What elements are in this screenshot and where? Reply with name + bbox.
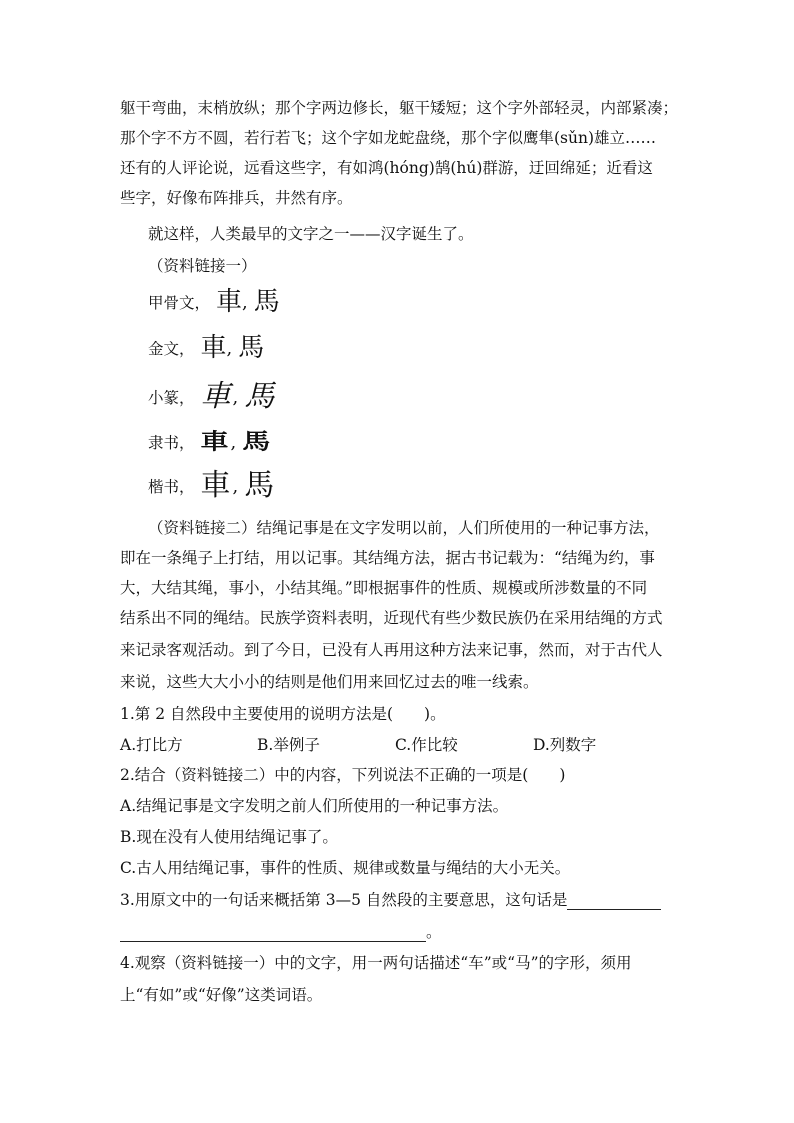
- question-3-line-2: [120, 922, 680, 942]
- bronze-ma-glyph: 馬: [238, 333, 263, 363]
- script-row-clerical: 隶书， 車 , 馬: [148, 428, 271, 455]
- question-3-stem: 3.用原文中的一句话来概括第 3—5 自然段的主要意思，这句话是: [120, 891, 568, 909]
- paragraph-line: 些字，好像布阵排兵，井然有序。: [120, 189, 353, 207]
- paragraph-line: 躯干弯曲，末梢放纵；那个字两边修长，躯干矮短；这个字外部轻灵，内部紧凑；: [120, 99, 679, 117]
- seal-che-glyph: 車: [200, 379, 231, 414]
- script-row-oracle: 甲骨文， 車 , 馬: [148, 287, 278, 317]
- paragraph-line: 那个字不方不圆，若行若飞；这个字如龙蛇盘绕，那个字似鹰隼(sǔn)雄立……: [120, 129, 657, 147]
- oracle-che-glyph: 車: [216, 287, 241, 317]
- regular-ma-glyph: 馬: [244, 468, 275, 503]
- link2-line: 来说，这些大大小小的结则是他们用来回忆过去的唯一线索。: [120, 673, 539, 691]
- question-4-line: 4.观察（资料链接一）中的文字，用一两句话描述“车”或“马”的字形，须用: [120, 954, 632, 972]
- bronze-che-glyph: 車: [200, 333, 225, 363]
- q2-option-c[interactable]: C.古人用结绳记事，事件的性质、规律或数量与绳结的大小无关。: [120, 859, 571, 877]
- question-3-line: [120, 890, 680, 910]
- paragraph-line: 还有的人评论说，远看这些字，有如鸿(hóng)鹄(hú)群游，迂回绵延；近看这: [120, 159, 653, 177]
- clerical-ma-glyph: 馬: [242, 428, 271, 455]
- script-label: 楷书，: [148, 478, 195, 496]
- script-label: 金文，: [148, 340, 195, 358]
- conclusion-line: 就这样，人类最早的文字之一——汉字诞生了。: [148, 225, 474, 243]
- answer-blank[interactable]: [120, 925, 426, 942]
- question-3-end: 。: [426, 923, 442, 941]
- link2-line: 来记录客观活动。到了今日，已没有人再用这种方法来记事，然而，对于古代人: [120, 641, 663, 659]
- link2-line: （资料链接二）结绳记事是在文字发明以前，人们所使用的一种记事方法，: [148, 519, 660, 537]
- seal-ma-glyph: 馬: [244, 379, 275, 414]
- answer-blank[interactable]: [567, 893, 661, 910]
- regular-che-glyph: 車: [200, 468, 231, 503]
- question-4-line: 上“有如”或“好像”这类词语。: [120, 986, 323, 1004]
- script-label: 甲骨文，: [148, 294, 211, 312]
- link2-line: 大，大结其绳，事小，小结其绳。”即根据事件的性质、规模或所涉数量的不同: [120, 579, 648, 597]
- q1-option-b[interactable]: B.举例子: [257, 736, 320, 754]
- question-2-stem: 2.结合（资料链接二）中的内容，下列说法不正确的一项是( ): [120, 766, 566, 784]
- script-row-seal: 小篆， 車 , 馬: [148, 379, 275, 414]
- link2-line: 结系出不同的绳结。民族学资料表明，近现代有些少数民族仍在采用结绳的方式: [120, 609, 663, 627]
- script-label: 隶书，: [148, 434, 195, 452]
- q1-option-a[interactable]: A.打比方: [120, 736, 183, 754]
- q2-option-b[interactable]: B.现在没有人使用结绳记事了。: [120, 828, 338, 846]
- script-label: 小篆，: [148, 389, 195, 407]
- q1-option-d[interactable]: D.列数字: [533, 736, 597, 754]
- script-row-regular: 楷书， 車 , 馬: [148, 468, 275, 503]
- q2-option-a[interactable]: A.结绳记事是文字发明之前人们所使用的一种记事方法。: [120, 797, 509, 815]
- q1-option-c[interactable]: C.作比较: [395, 736, 458, 754]
- link1-title: （资料链接一）: [148, 257, 257, 275]
- question-1-stem: 1.第 2 自然段中主要使用的说明方法是( )。: [120, 705, 446, 723]
- script-row-bronze: 金文， 車 , 馬: [148, 333, 263, 363]
- oracle-ma-glyph: 馬: [253, 287, 278, 317]
- link2-line: 即在一条绳子上打结，用以记事。其结绳方法，据古书记载为：“结绳为约，事: [120, 549, 655, 567]
- clerical-che-glyph: 車: [200, 428, 229, 455]
- question-1-options: [120, 735, 680, 755]
